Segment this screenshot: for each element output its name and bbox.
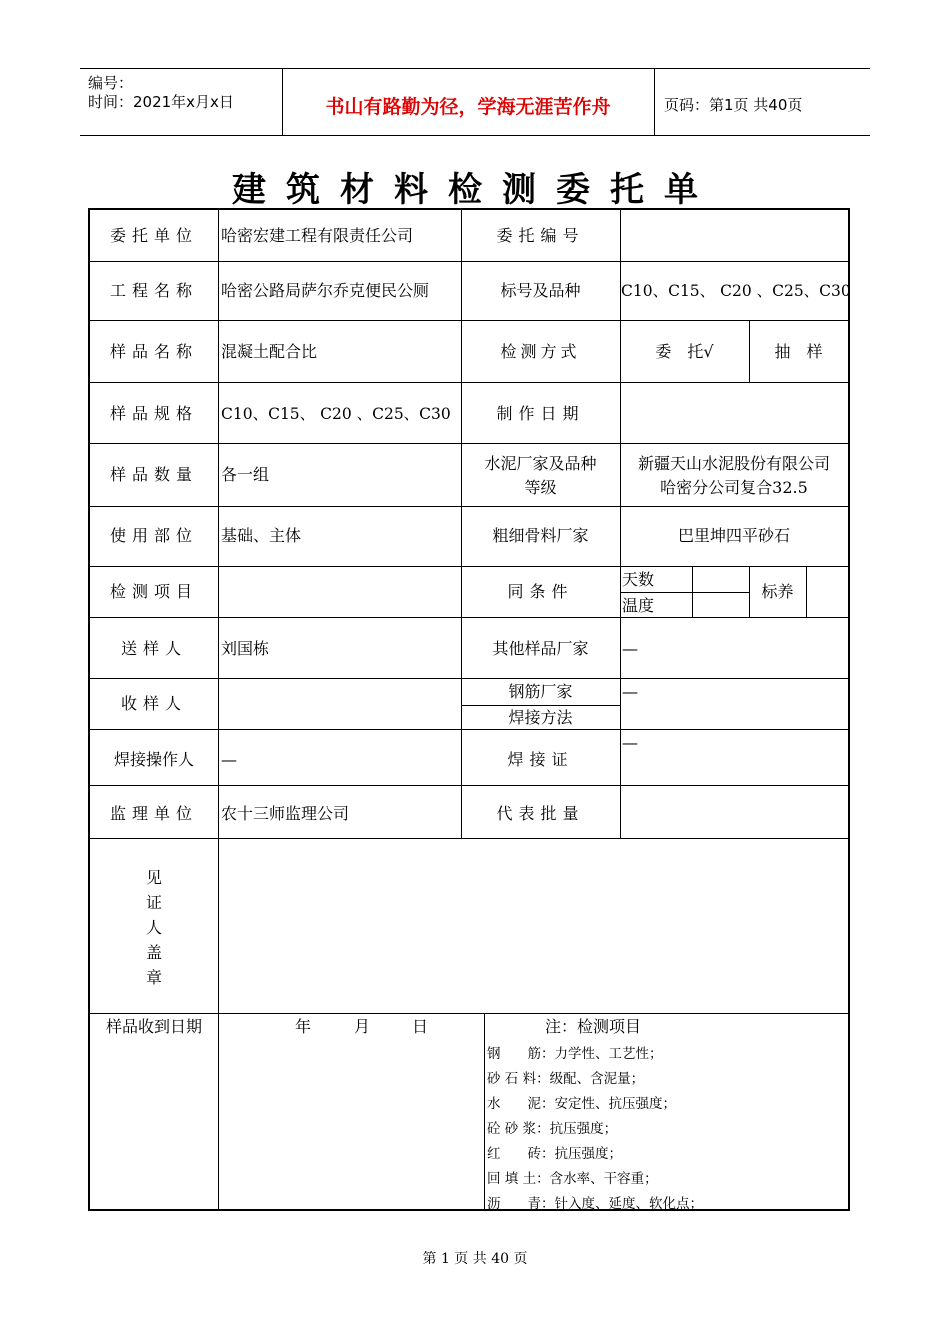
subrow-divider-days-temp — [620, 592, 750, 593]
header-page-info: 页码：第1页 共40页 — [664, 96, 803, 114]
usage-location-label: 使用部位 — [109, 526, 198, 545]
received-date-label: 样品收到日期 — [105, 1017, 202, 1036]
sample-spec-label: 样品规格 — [109, 404, 198, 423]
document-number-label: 编号： — [88, 74, 134, 92]
header-bottom-rule — [80, 135, 870, 136]
supervisor-label: 监理单位 — [109, 804, 198, 823]
received-date-day: 日 — [412, 1017, 429, 1036]
sample-spec-value: C10、C15、 C20 、C25、C30 — [221, 405, 451, 423]
column-divider-curing-value — [806, 566, 807, 617]
welding-certificate-label: 焊接证 — [507, 750, 574, 769]
note-item: 红 砖：抗压强度； — [487, 1146, 622, 1162]
test-method-label: 检测方式 — [500, 342, 581, 361]
production-date-label: 制作日期 — [496, 404, 585, 423]
cement-maker-value-line1: 新疆天山水泥股份有限公司 — [637, 454, 830, 473]
commission-number-label: 委托编号 — [496, 226, 585, 245]
row-divider — [90, 320, 848, 321]
note-item: 砂 石 料：级配、含泥量； — [487, 1071, 645, 1087]
header-divider-right — [654, 68, 655, 135]
supervisor-value: 农十三师监理公司 — [221, 804, 350, 823]
same-condition-label: 同条件 — [507, 582, 574, 601]
row-divider — [90, 678, 848, 679]
test-method-sampling-option[interactable]: 抽 样 — [774, 342, 823, 361]
project-name-value: 哈密公路局萨尔乔克便民公厕 — [221, 281, 430, 300]
welder-value: — — [221, 750, 237, 769]
row-divider — [90, 617, 848, 618]
usage-location-value: 基础、主体 — [221, 526, 302, 545]
witness-stamp-area[interactable] — [221, 850, 841, 1000]
witness-label-char: 盖 — [145, 943, 162, 962]
rebar-maker-value: — — [622, 682, 638, 701]
header-motto: 书山有路勤为径，学海无涯苦作舟 — [325, 96, 611, 118]
notes-heading: 注：检测项目 — [545, 1017, 642, 1036]
sender-label: 送样人 — [120, 639, 187, 658]
client-value: 哈密宏建工程有限责任公司 — [221, 226, 414, 245]
sample-name-value: 混凝土配合比 — [221, 342, 318, 361]
row-divider — [90, 566, 848, 567]
sender-value: 刘国栋 — [221, 639, 270, 658]
witness-label-char: 人 — [145, 918, 162, 937]
column-divider-notes — [484, 1013, 485, 1211]
row-divider — [90, 506, 848, 507]
rebar-maker-label: 钢筋厂家 — [508, 682, 573, 701]
aggregate-maker-label: 粗细骨料厂家 — [492, 526, 589, 545]
sample-quantity-label: 样品数量 — [109, 465, 198, 484]
received-date-month: 月 — [354, 1017, 371, 1036]
grade-variety-label: 标号及品种 — [500, 281, 581, 300]
temperature-label: 温度 — [622, 596, 655, 615]
column-divider-days-value — [692, 566, 693, 617]
days-label: 天数 — [622, 570, 655, 589]
note-item: 砼 砂 浆：抗压强度； — [487, 1121, 618, 1137]
sample-name-label: 样品名称 — [109, 342, 198, 361]
witness-label-char: 章 — [145, 968, 162, 987]
witness-stamp-label — [90, 865, 218, 990]
page-footer: 第 1 页 共 40 页 — [422, 1251, 528, 1267]
aggregate-maker-value: 巴里坤四平砂石 — [677, 526, 790, 545]
note-item: 钢 筋：力学性、工艺性； — [487, 1046, 663, 1062]
header-top-rule — [80, 68, 870, 69]
sample-quantity-value: 各一组 — [221, 465, 270, 484]
row-divider — [90, 382, 848, 383]
project-name-label: 工程名称 — [109, 281, 198, 300]
other-maker-value: — — [622, 639, 638, 658]
received-date-year: 年 — [295, 1017, 312, 1036]
cement-maker-label-line2: 等级 — [524, 478, 557, 497]
page-title: 建筑材料检测委托单 — [232, 170, 718, 210]
note-item: 水 泥：安定性、抗压强度； — [487, 1096, 676, 1112]
welding-method-label: 焊接方法 — [508, 708, 573, 727]
note-item: 回 填 土：含水率、干容重； — [487, 1171, 658, 1187]
client-label: 委托单位 — [109, 226, 198, 245]
document-time-label: 时间：2021年x月x日 — [88, 93, 234, 111]
grade-variety-value: C10、C15、 C20 、C25、C30 — [621, 282, 851, 300]
column-divider-label — [218, 210, 219, 1211]
welding-certificate-value: — — [622, 733, 638, 752]
test-items-label: 检测项目 — [109, 582, 198, 601]
cement-maker-value-line2: 哈密分公司复合32.5 — [660, 478, 808, 497]
row-divider — [90, 261, 848, 262]
row-divider — [90, 1013, 848, 1014]
witness-label-char: 证 — [145, 893, 162, 912]
commission-form-table — [88, 208, 850, 1211]
note-item: 沥 青：针入度、延度、软化点； — [487, 1196, 703, 1212]
other-maker-label: 其他样品厂家 — [492, 639, 589, 658]
batch-size-label: 代表批量 — [496, 804, 585, 823]
row-divider — [90, 838, 848, 839]
witness-label-char: 见 — [145, 868, 162, 887]
standard-curing-label: 标养 — [761, 582, 794, 601]
cement-maker-label-line1: 水泥厂家及品种 — [484, 454, 597, 473]
row-divider — [90, 443, 848, 444]
welder-label: 焊接操作人 — [113, 750, 194, 769]
row-divider — [90, 785, 848, 786]
test-method-entrust-option[interactable]: 委 托√ — [655, 342, 714, 361]
receiver-label: 收样人 — [120, 694, 187, 713]
